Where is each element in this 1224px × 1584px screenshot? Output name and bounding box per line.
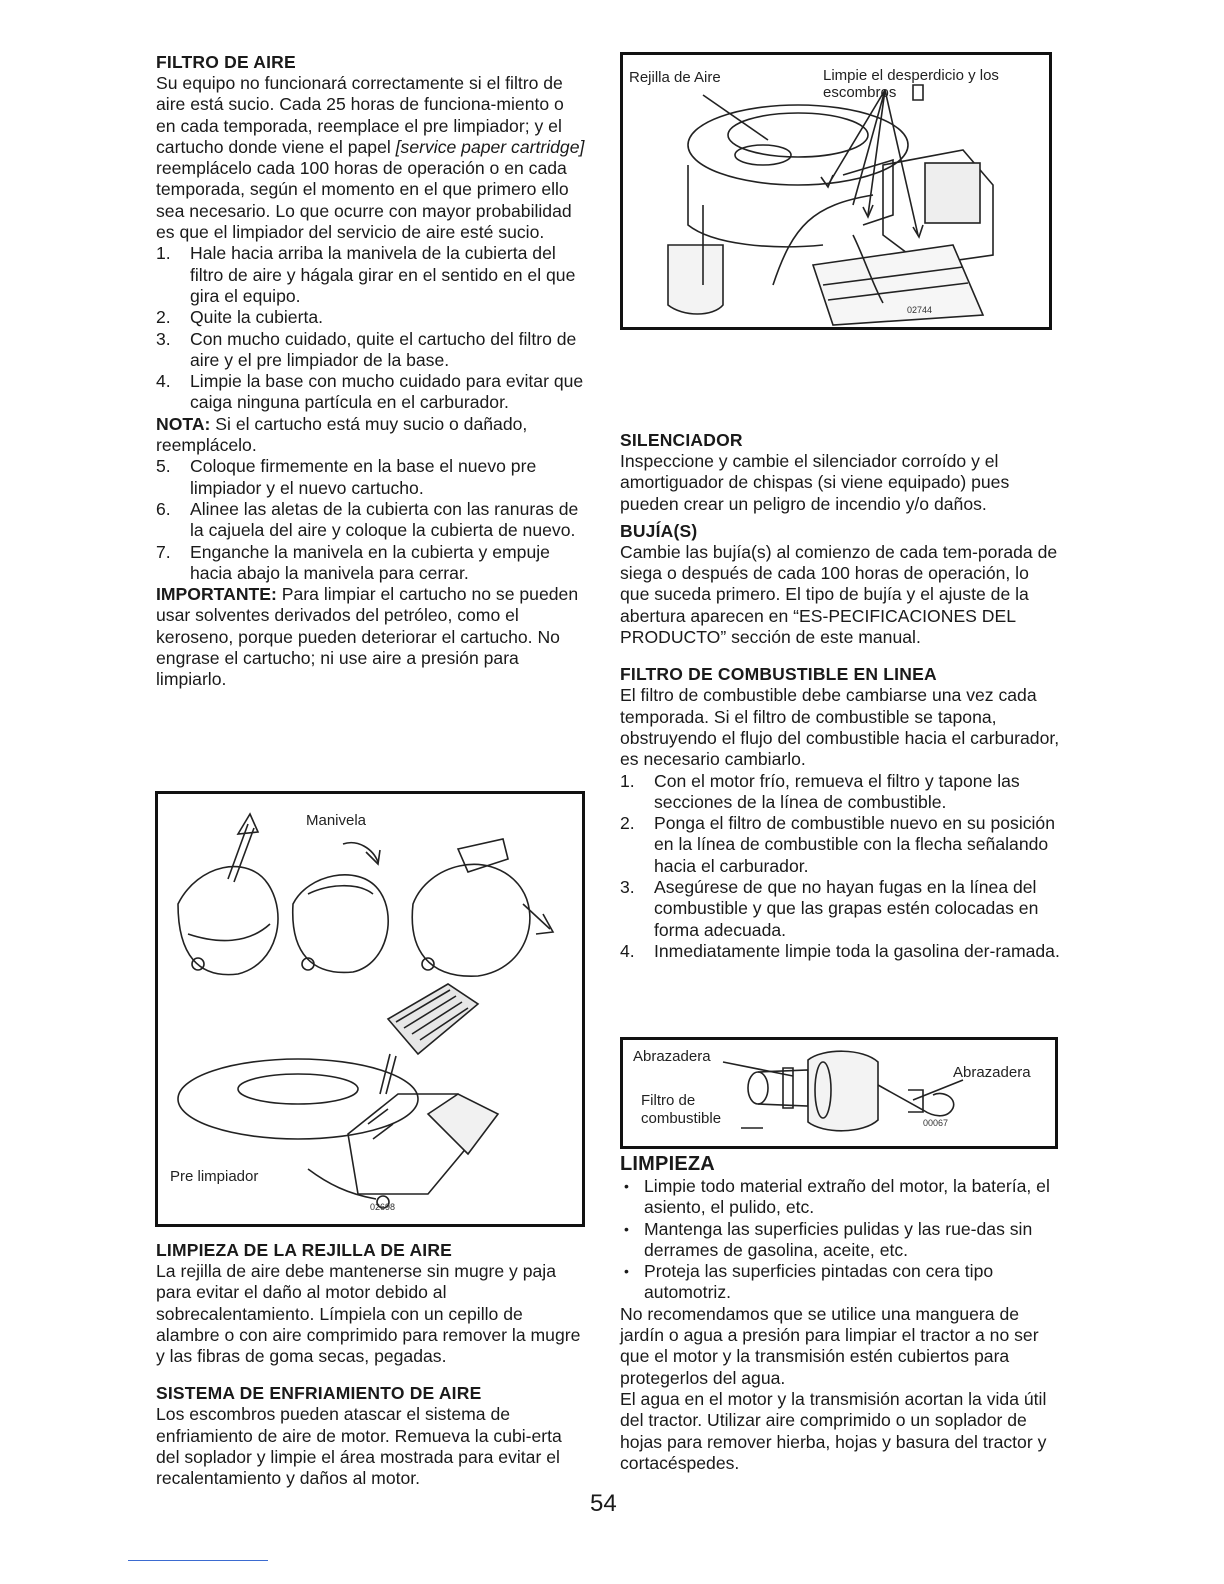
note-label: NOTA: [156,413,211,434]
cleaning-bullets [620,1176,1060,1304]
fuel-filter-text: El filtro de combustible debe cambiarse una vez cada temporada. Si el filtro de combustible se tapona, obstruyendo el flujo del combustible hacia el carburador, es necesario cambiarlo. [620,685,1060,770]
list-item: • Proteja las superficies pintadas con cera tipo automotriz. [620,1261,1060,1304]
fuel-filter-figure [620,1037,1058,1149]
list-item: 2. Ponga el filtro de combustible nuevo en su posición en la línea de combustible con la flecha señalando hacia el carburador. [620,813,1055,876]
cleaning-text-2: El agua en el motor y la transmisión acortan la vida útil del tractor. Utilizar aire comprimido o un soplador de hojas para remover hierba, hojas y basura del tractor y cortacéspedes. [620,1388,1047,1473]
left-column [156,52,588,691]
right-column [620,430,1060,962]
air-filter-heading: FILTRO DE AIRE [156,52,296,72]
fuel-figure-code: 00067 [923,1118,949,1128]
fuel-filter-label-line2: combustible [641,1110,722,1127]
fuel-filter-heading: FILTRO DE COMBUSTIBLE EN LINEA [620,664,937,685]
spark-plug-heading: BUJÍA(S) [620,520,698,541]
spark-plug-text: Cambie las bujía(s) al comienzo de cada tem-porada de siega o después de cada 100 horas de operación, lo que suceda primero. El tipo de bujía y el ajuste de la abertura aparecen en “ES-PECIFICACIONES DEL PRODUCTO” sección de este manual. [620,541,1058,648]
list-item: 3. Asegúrese de que no hayan fugas en la línea del combustible y que las grapas estén colocadas en forma adecuada. [620,877,1039,940]
handle-label: Manivela [306,812,367,829]
list-item: 5. Coloque firmemente en la base el nuevo pre limpiador y el nuevo cartucho. [156,456,537,498]
screen-cleaning-heading: LIMPIEZA DE LA REJILLA DE AIRE [156,1240,453,1260]
air-filter-intro: Su equipo no funcionará correctamente si el filtro de aire está sucio. Cada 25 horas de funciona-miento o en cada temporada, reemplace el pre limpiador; y el cartucho donde viene el papel [service paper cartridge] reemplácelo cada 100 horas de operación o en cada temporada, según el momento en el que primero ello sea necesario. Lo que ocurre con mayor probabilidad es que el limpiador del servicio de aire esté sucio. [156,73,585,243]
cooling-text: Los escombros pueden atascar el sistema de enfriamiento de aire de motor. Remueva la cubi-erta del soplador y limpie el área mostrada para evitar el recalentamiento y daños al motor. [156,1404,562,1489]
clamp-left-label: Abrazadera [633,1048,711,1065]
fuel-filter-steps [620,771,1060,963]
cleaning-text-1: No recomendamos que se utilice una manguera de jardín o agua a presión para limpiar el tractor a no ser que el motor y la transmisión estén cubiertos para protegerlos del agua. [620,1303,1039,1388]
air-filter-steps-a [156,243,588,413]
list-item: 2. Quite la cubierta. [156,307,324,328]
cleaning-heading: LIMPIEZA [620,1153,715,1175]
debris-label: Limpie el desperdicio y los escombros [823,67,999,101]
service-cartridge-term: [service paper cartridge] [395,136,585,157]
air-filter-figure [155,791,585,1227]
air-screen-label: Rejilla de Aire [629,69,721,86]
list-item: 7. Enganche la manivela en la cubierta y empuje hacia abajo la manivela para cerrar. [156,541,550,583]
important-label: IMPORTANTE: [156,584,277,605]
left-column-bottom [156,1240,588,1490]
list-item: 4. Inmediatamente limpie toda la gasolina der-ramada. [620,940,1060,961]
air-filter-steps-b [156,456,588,584]
muffler-heading: SILENCIADOR [620,430,743,450]
list-item: 3. Con mucho cuidado, quite el cartucho del filtro de aire y el pre limpiador de la base. [156,328,577,370]
note-paragraph: NOTA: Si el cartucho está muy sucio o dañado, reemplácelo. [156,413,528,456]
cleaning-section [620,1152,1060,1474]
list-item: 6. Alinee las aletas de la cubierta con las ranuras de la cajuela del aire y coloque la cubierta de nuevo. [156,498,579,541]
muffler-text: Inspeccione y cambie el silenciador corroído y el amortiguador de chispas (si viene equipado) pues pueden crear un peligro de incendio y/o daños. [620,451,1010,514]
list-item: 1. Hale hacia arriba la manivela de la cubierta del filtro de aire y hágala girar en el sentido en el que gira el equipo. [156,243,576,306]
fuel-filter-label-line1: Filtro de [641,1092,696,1109]
cooling-heading: SISTEMA DE ENFRIAMIENTO DE AIRE [156,1383,482,1404]
page-number: 54 [590,1490,617,1517]
air-filter-illustration [158,794,582,1224]
figure-code: 02698 [370,1202,396,1212]
important-paragraph: IMPORTANTE: Para limpiar el cartucho no se pueden usar solventes derivados del petróleo, como el keroseno, porque pueden deteriorar el cartucho. No engrase el cartucho; ni use aire a presión para limpiarlo. [156,584,579,690]
list-item: • Limpie todo material extraño del motor, la batería, el asiento, el pulido, etc. [620,1176,1060,1219]
list-item: 4. Limpie la base con mucho cuidado para evitar que caiga ninguna partícula en el carburador. [156,371,584,413]
footer-rule [128,1560,268,1561]
list-item: • Mantenga las superficies pulidas y las rue-das sin derrames de gasolina, aceite, etc. [620,1219,1060,1262]
engine-figure [620,52,1052,330]
engine-figure-code: 02744 [907,305,933,315]
screen-cleaning-text: La rejilla de aire debe mantenerse sin mugre y paja para evitar el daño al motor debido al sobrecalentamiento. Límpiela con un cepillo de alambre o con aire comprimido para remover la mugre y las fibras de goma secas, pegadas. [156,1261,581,1367]
clamp-right-label: Abrazadera [953,1064,1031,1081]
precleaner-label: Pre limpiador [170,1168,259,1185]
list-item: 1. Con el motor frío, remueva el filtro y tapone las secciones de la línea de combustible. [620,770,1020,812]
